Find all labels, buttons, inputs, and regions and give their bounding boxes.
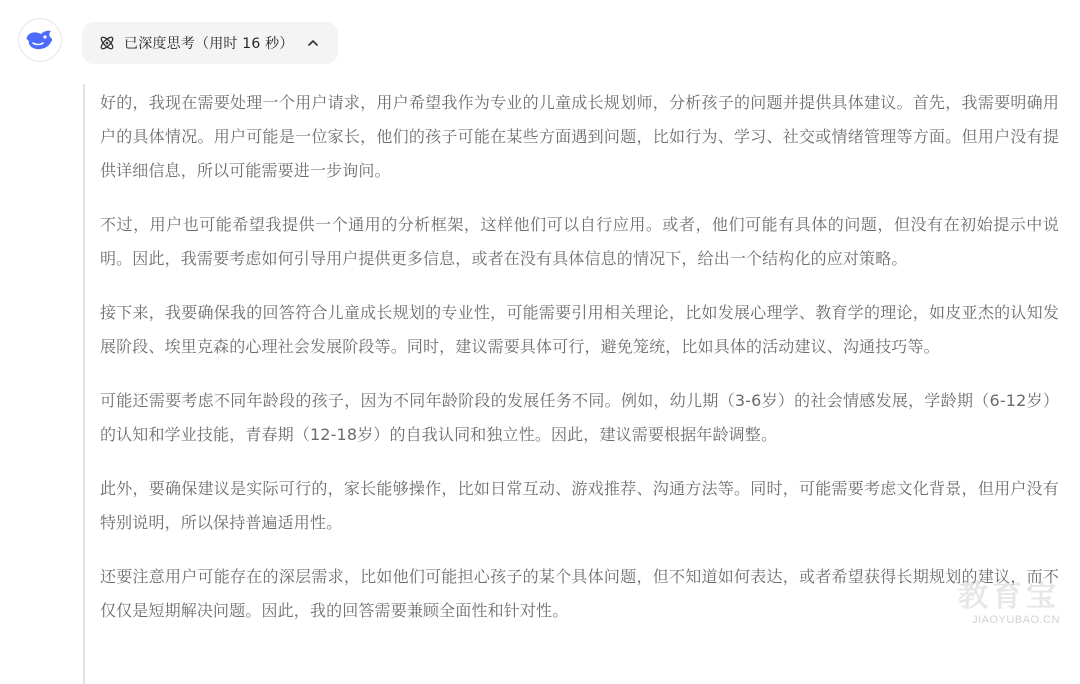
- thought-paragraph: 好的，我现在需要处理一个用户请求，用户希望我作为专业的儿童成长规划师，分析孩子的问题并提供具体建议。首先，我需要明确用户的具体情况。用户可能是一位家长，他们的孩子可能在某些方面遇到问题，比如行为、学习、社交或情绪管理等方面。但用户没有提供详细信息，所以可能需要进一步询问。: [100, 93, 1059, 180]
- chevron-up-icon: [306, 36, 320, 50]
- thought-paragraph: 接下来，我要确保我的回答符合儿童成长规划的专业性，可能需要引用相关理论，比如发展心理学、教育学的理论，如皮亚杰的认知发展阶段、埃里克森的心理社会发展阶段等。同时，建议需要具体可行，避免笼统，比如具体的活动建议、沟通技巧等。: [100, 303, 1059, 356]
- thought-paragraph: 不过，用户也可能希望我提供一个通用的分析框架，这样他们可以自行应用。或者，他们可能有具体的问题，但没有在初始提示中说明。因此，我需要考虑如何引导用户提供更多信息，或者在没有具体信息的情况下，给出一个结构化的应对策略。: [100, 215, 1059, 268]
- thinking-duration-label: 已深度思考（用时 16 秒）: [124, 36, 294, 52]
- atom-icon: [98, 34, 116, 52]
- thinking-toggle-button[interactable]: [82, 22, 338, 64]
- assistant-avatar: [18, 18, 62, 62]
- thought-paragraph: 还要注意用户可能存在的深层需求，比如他们可能担心孩子的某个具体问题，但不知道如何表达，或者希望获得长期规划的建议，而不仅仅是短期解决问题。因此，我的回答需要兼顾全面性和针对性。: [100, 567, 1059, 620]
- watermark-text-cn: 教育宝: [958, 579, 1060, 614]
- thought-paragraph: 可能还需要考虑不同年龄段的孩子，因为不同年龄阶段的发展任务不同。例如，幼儿期（3-6岁）的社会情感发展，学龄期（6-12岁）的认知和学业技能，青春期（12-18岁）的自我认同和独立性。因此，建议需要根据年龄调整。: [100, 391, 1059, 444]
- thinking-content: [83, 84, 1059, 684]
- thought-paragraph: 此外，要确保建议是实际可行的，家长能够操作，比如日常互动、游戏推荐、沟通方法等。同时，可能需要考虑文化背景，但用户没有特别说明，所以保持普遍适用性。: [100, 479, 1059, 532]
- whale-logo-icon: [25, 28, 55, 52]
- watermark-text-en: JIAOYUBAO.CN: [972, 614, 1060, 626]
